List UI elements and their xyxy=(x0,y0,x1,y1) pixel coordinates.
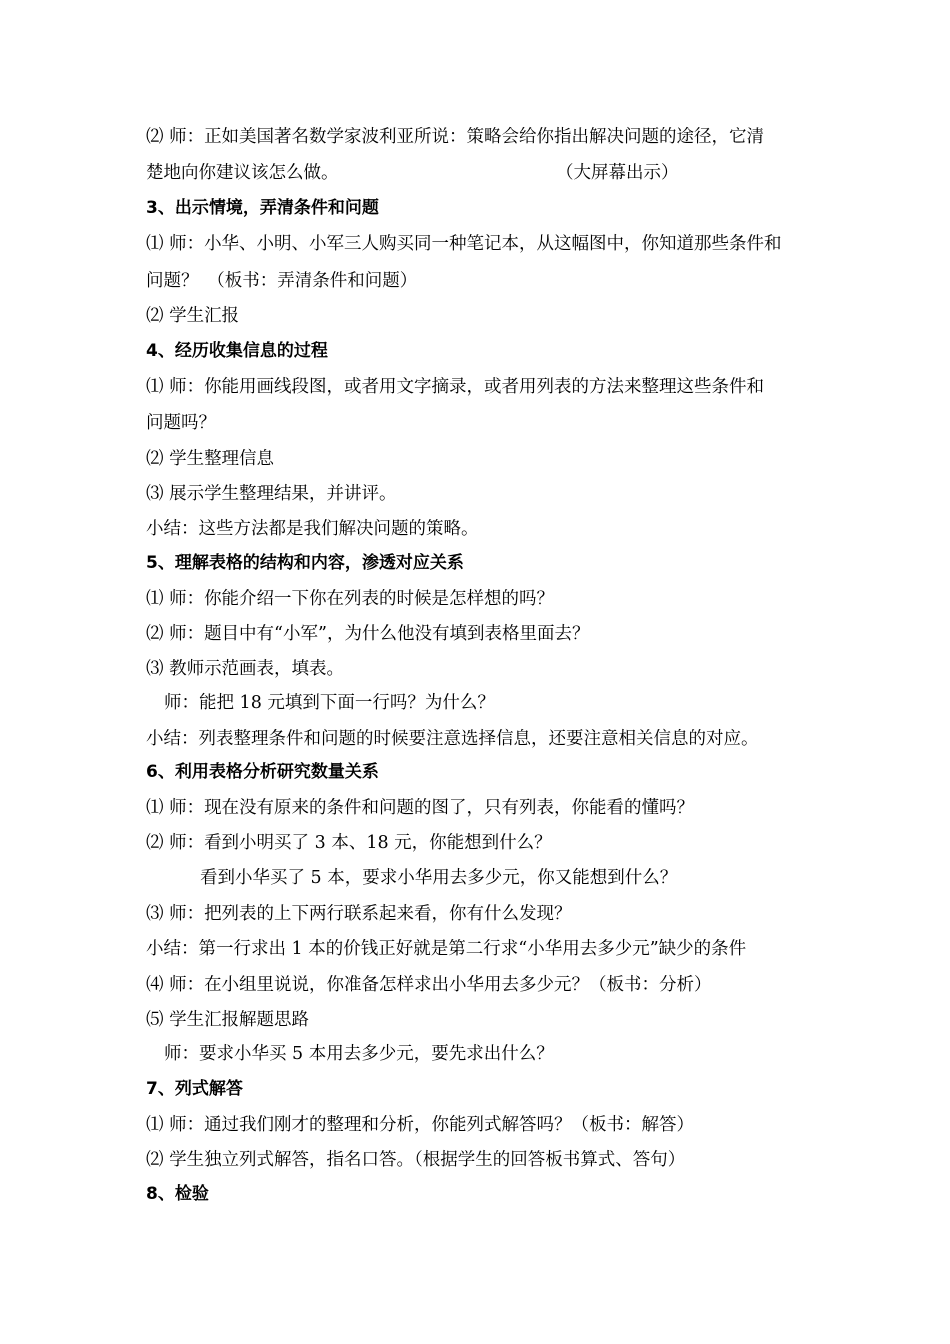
paragraph-line: 楚地向你建议该怎么做。 xyxy=(146,163,339,183)
paragraph-line: 问题吗？ xyxy=(146,413,216,433)
paragraph-line: ⑴ 师：通过我们刚才的整理和分析，你能列式解答吗？（板书：解答） xyxy=(146,1115,695,1135)
paragraph-line: ⑴ 师：现在没有原来的条件和问题的图了，只有列表，你能看的懂吗？ xyxy=(146,798,695,818)
paragraph-line: 问题？ （板书：弄清条件和问题） xyxy=(146,271,418,291)
section-heading: 4、经历收集信息的过程 xyxy=(146,341,328,361)
paragraph-line: ⑵ 学生独立列式解答，指名口答。（根据学生的回答板书算式、答句） xyxy=(146,1150,686,1170)
section-heading: 5、理解表格的结构和内容，渗透对应关系 xyxy=(146,553,464,573)
paragraph-line: ⑵ 师：看到小明买了 3 本、18 元，你能想到什么？ xyxy=(146,833,552,853)
section-heading: 3、出示情境，弄清条件和问题 xyxy=(146,198,379,218)
paragraph-line: ⑵ 师：正如美国著名数学家波利亚所说：策略会给你指出解决问题的途径，它清 xyxy=(146,127,765,147)
paragraph-line: 师：要求小华买 5 本用去多少元，要先求出什么？ xyxy=(164,1044,554,1064)
summary-line: 小结：列表整理条件和问题的时候要注意选择信息，还要注意相关信息的对应。 xyxy=(146,729,759,749)
paragraph-line: 师：能把 18 元填到下面一行吗？为什么？ xyxy=(164,693,495,713)
paragraph-line: ⑵ 学生汇报 xyxy=(146,306,240,326)
screen-note: （大屏幕出示） xyxy=(556,163,679,183)
summary-line: 小结：这些方法都是我们解决问题的策略。 xyxy=(146,519,479,539)
paragraph-line: ⑷ 师：在小组里说说，你准备怎样求出小华用去多少元？（板书：分析） xyxy=(146,975,712,995)
paragraph-line: ⑴ 师：你能介绍一下你在列表的时候是怎样想的吗？ xyxy=(146,589,555,609)
section-heading: 6、利用表格分析研究数量关系 xyxy=(146,762,379,782)
paragraph-line: ⑵ 学生整理信息 xyxy=(146,449,275,469)
section-heading: 8、检验 xyxy=(146,1184,209,1204)
paragraph-line: ⑴ 师：小华、小明、小军三人购买同一种笔记本，从这幅图中，你知道那些条件和 xyxy=(146,234,782,254)
paragraph-line: ⑴ 师：你能用画线段图，或者用文字摘录，或者用列表的方法来整理这些条件和 xyxy=(146,377,765,397)
paragraph-line: ⑵ 师：题目中有“小军”，为什么他没有填到表格里面去？ xyxy=(146,624,590,644)
paragraph-line: ⑸ 学生汇报解题思路 xyxy=(146,1010,310,1030)
summary-line: 小结：第一行求出 1 本的价钱正好就是第二行求“小华用去多少元”缺少的条件 xyxy=(146,939,747,959)
paragraph-line: 看到小华买了 5 本，要求小华用去多少元，你又能想到什么？ xyxy=(200,868,678,888)
paragraph-line: ⑶ 师：把列表的上下两行联系起来看，你有什么发现？ xyxy=(146,904,572,924)
section-heading: 7、列式解答 xyxy=(146,1079,243,1099)
paragraph-line: ⑶ 展示学生整理结果，并讲评。 xyxy=(146,484,397,504)
paragraph-line: ⑶ 教师示范画表，填表。 xyxy=(146,659,345,679)
